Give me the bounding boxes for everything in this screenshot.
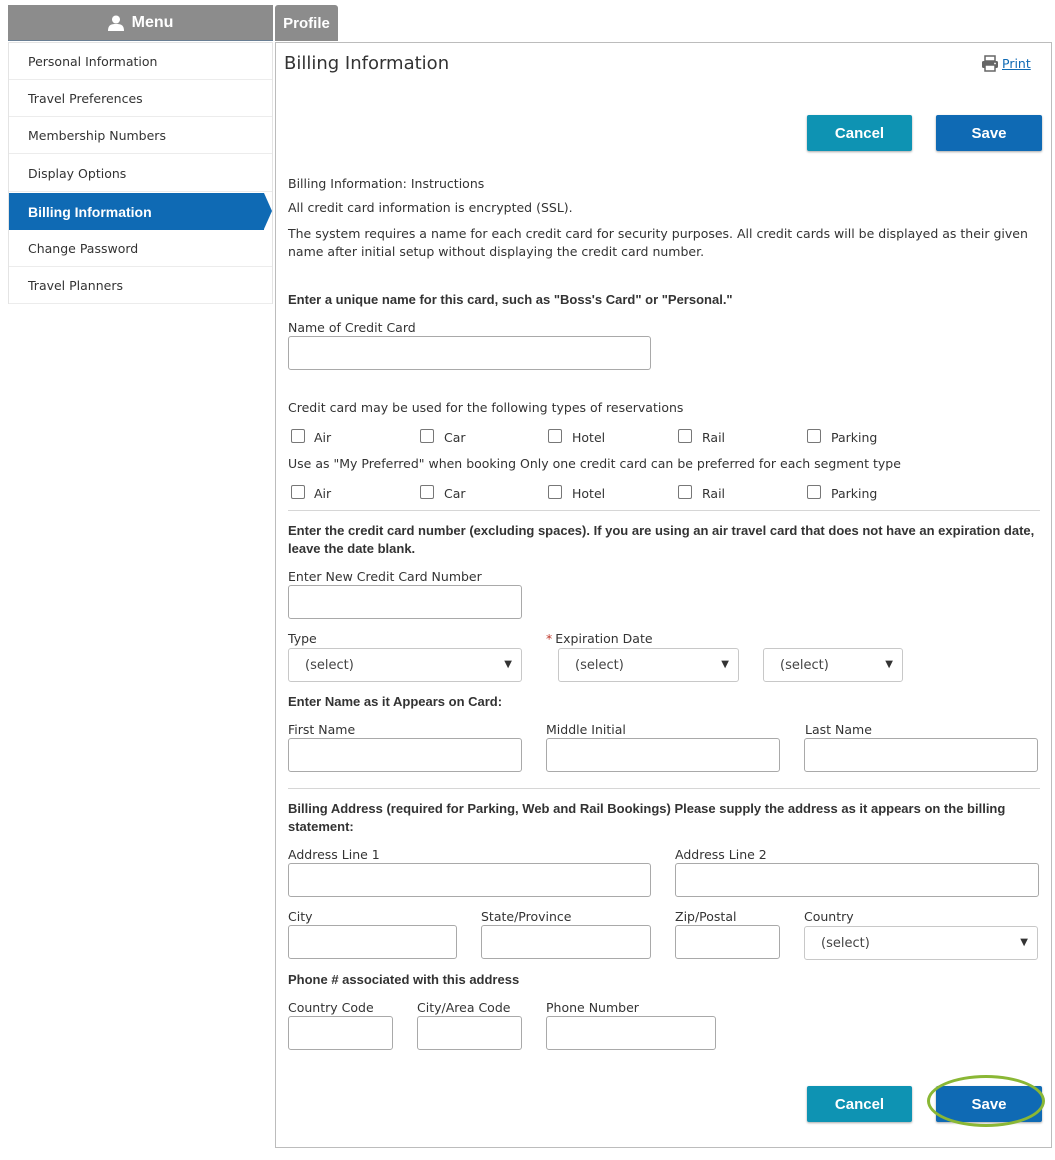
sidebar (8, 42, 273, 304)
sidebar-item-label: Display Options (28, 165, 127, 181)
zip-label: Zip/Postal (675, 909, 737, 924)
state-label: State/Province (481, 909, 572, 924)
preferred-car-checkbox[interactable] (420, 485, 434, 499)
air-checkbox[interactable] (291, 429, 305, 443)
sidebar-item-label: Travel Planners (28, 277, 123, 293)
profile-tab-label: Profile (283, 14, 330, 32)
phone-number-label: Phone Number (546, 1000, 639, 1015)
preferred-label: Use as "My Preferred" when booking Only one credit card can be preferred for each segment type (288, 456, 901, 471)
expiration-label: Expiration Date (555, 631, 653, 646)
sidebar-item-membership-numbers[interactable] (9, 117, 272, 154)
menu-tab-label: Menu (131, 13, 174, 31)
cancel-button-top[interactable]: Cancel (807, 115, 912, 151)
phone-heading: Phone # associated with this address (288, 972, 520, 987)
preferred-parking-label: Parking (831, 486, 878, 501)
last-name-label: Last Name (805, 722, 872, 737)
parking-checkbox-label: Parking (831, 430, 878, 445)
address-line2-label: Address Line 2 (675, 847, 767, 862)
country-label: Country (804, 909, 854, 924)
city-input[interactable] (288, 925, 457, 959)
sidebar-item-label: Personal Information (28, 53, 158, 69)
divider (288, 510, 1040, 511)
chevron-down-icon: ▼ (721, 659, 729, 670)
sidebar-item-label: Change Password (28, 240, 139, 256)
sidebar-item-travel-preferences[interactable] (9, 80, 272, 117)
reservation-types-label: Credit card may be used for the following types of reservations (288, 400, 684, 415)
address-line1-label: Address Line 1 (288, 847, 380, 862)
sidebar-item-display-options[interactable] (9, 155, 272, 192)
menu-tab[interactable] (8, 5, 273, 41)
name-on-card-heading: Enter Name as it Appears on Card: (288, 694, 503, 709)
sidebar-item-billing-information[interactable] (9, 193, 264, 230)
preferred-air-label: Air (314, 486, 332, 501)
first-name-label: First Name (288, 722, 356, 737)
instructions-heading: Billing Information: Instructions (288, 176, 485, 191)
billing-address-heading: Billing Address (required for Parking, Web and Rail Bookings) Please supply the address as it appears on the billing statement: (288, 801, 1006, 834)
country-code-label: Country Code (288, 1000, 374, 1015)
expiration-year-select[interactable] (763, 648, 903, 682)
sidebar-item-label: Membership Numbers (28, 127, 166, 143)
preferred-hotel-checkbox[interactable] (548, 485, 562, 499)
preferred-hotel-label: Hotel (572, 486, 606, 501)
expiration-year-value: (select) (780, 657, 829, 673)
expiration-month-value: (select) (575, 657, 624, 673)
parking-checkbox[interactable] (807, 429, 821, 443)
area-code-input[interactable] (417, 1016, 522, 1050)
sidebar-item-label: Billing Information (28, 203, 152, 220)
card-number-label: Enter New Credit Card Number (288, 569, 482, 584)
country-select[interactable] (804, 926, 1038, 960)
zip-input[interactable] (675, 925, 780, 959)
preferred-rail-label: Rail (702, 486, 726, 501)
sidebar-item-personal-information[interactable] (9, 43, 272, 80)
profile-tab[interactable] (275, 5, 338, 41)
sidebar-item-travel-planners[interactable] (9, 267, 272, 304)
last-name-input[interactable] (804, 738, 1038, 772)
person-icon (108, 15, 124, 31)
address-line2-input[interactable] (675, 863, 1039, 897)
card-name-input[interactable] (288, 336, 651, 370)
chevron-down-icon: ▼ (504, 659, 512, 670)
encrypted-note: All credit card information is encrypted (SSL). (288, 200, 573, 215)
hotel-checkbox-label: Hotel (572, 430, 606, 445)
card-number-input[interactable] (288, 585, 522, 619)
save-button-bottom[interactable]: Save (936, 1086, 1042, 1122)
preferred-car-label: Car (444, 486, 466, 501)
state-input[interactable] (481, 925, 651, 959)
preferred-air-checkbox[interactable] (291, 485, 305, 499)
car-checkbox[interactable] (420, 429, 434, 443)
card-type-select-value: (select) (305, 657, 354, 673)
preferred-rail-checkbox[interactable] (678, 485, 692, 499)
card-name-label: Name of Credit Card (288, 320, 416, 335)
area-code-label: City/Area Code (417, 1000, 511, 1015)
chevron-down-icon: ▼ (1020, 937, 1028, 948)
page-title: Billing Information (284, 53, 450, 74)
rail-checkbox-label: Rail (702, 430, 726, 445)
print-link-label: Print (1002, 56, 1031, 71)
print-link[interactable] (981, 55, 1031, 72)
card-name-prompt: Enter a unique name for this card, such as "Boss's Card" or "Personal." (288, 292, 733, 307)
card-type-select[interactable] (288, 648, 522, 682)
instructions-body: The system requires a name for each credit card for security purposes. All credit cards will be displayed as their given name after initial setup without displaying the credit card number. (288, 226, 1028, 259)
expiration-label-wrap (546, 631, 653, 646)
printer-icon (981, 55, 999, 72)
expiration-month-select[interactable] (558, 648, 739, 682)
address-line1-input[interactable] (288, 863, 651, 897)
chevron-down-icon: ▼ (885, 659, 893, 670)
city-label: City (288, 909, 313, 924)
card-number-prompt: Enter the credit card number (excluding spaces). If you are using an air travel card that does not have an expiration date, leave the date blank. (288, 523, 1035, 556)
rail-checkbox[interactable] (678, 429, 692, 443)
required-mark: * (546, 631, 553, 646)
save-button-top[interactable]: Save (936, 115, 1042, 151)
phone-number-input[interactable] (546, 1016, 716, 1050)
country-code-input[interactable] (288, 1016, 393, 1050)
middle-initial-label: Middle Initial (546, 722, 626, 737)
sidebar-item-label: Travel Preferences (28, 90, 143, 106)
cancel-button-bottom[interactable]: Cancel (807, 1086, 912, 1122)
first-name-input[interactable] (288, 738, 522, 772)
middle-initial-input[interactable] (546, 738, 780, 772)
preferred-parking-checkbox[interactable] (807, 485, 821, 499)
country-select-value: (select) (821, 935, 870, 951)
hotel-checkbox[interactable] (548, 429, 562, 443)
divider (288, 788, 1040, 789)
sidebar-item-change-password[interactable] (9, 230, 272, 267)
type-label: Type (288, 631, 317, 646)
air-checkbox-label: Air (314, 430, 332, 445)
car-checkbox-label: Car (444, 430, 466, 445)
